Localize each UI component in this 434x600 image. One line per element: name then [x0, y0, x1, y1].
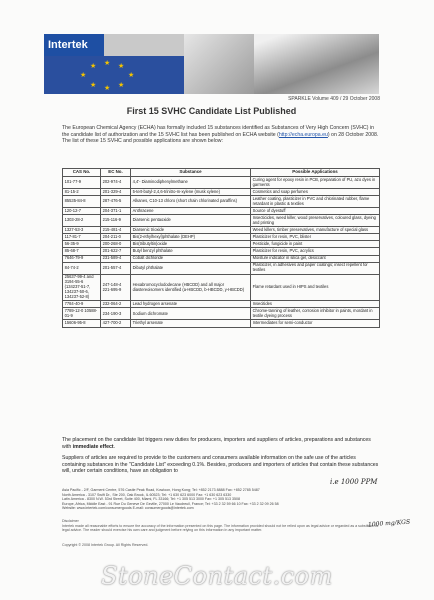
table-cell: Source of dyestuff — [251, 208, 380, 215]
table-cell: Plasticizer for resin, PVC, blister — [251, 234, 380, 241]
table-row — [63, 301, 380, 308]
table-cell: Hexabromocyclododecane (HBCDD) and all major diastereoisomers identified (a-HBCDD, b-HBCDD, y-HBCDD) — [131, 274, 251, 301]
table-cell: 7784-40-9 — [63, 301, 101, 308]
table-cell: 7789-12-0 10588-01-9 — [63, 308, 101, 320]
table-cell: 1303-28-2 — [63, 215, 101, 227]
table-row — [63, 189, 380, 196]
header-photo-1 — [184, 34, 254, 94]
duties-text: The placement on the candidate list triggers new duties for producers, importers and suppliers of articles, preparations and substances with — [62, 437, 371, 450]
intertek-logo: Intertek — [44, 34, 104, 56]
duties-paragraph — [62, 437, 380, 450]
office-line: Europe, Africa, Middle East - 91 Rue Du Geneve De Geville, 27000 Le Vaudreuil, France; Tel: +33 2 32 59 66 10 Fax: +33 2 32 09 26 58 — [62, 501, 279, 506]
copyright: Copyright © 2008 Intertek Group. All Rights Reserved. — [62, 543, 149, 547]
table-cell: Flame retardant used in HIPS and textiles — [251, 274, 380, 301]
table-cell: Alkanes, C10-13 chloro (short chain chlorinated paraffins) — [131, 196, 251, 208]
table-cell: 81-15-2 — [63, 189, 101, 196]
table-cell: Curing agent for epoxy resin in PCB, preparation of PU, azo dyes in garments — [251, 177, 380, 189]
column-header: Possible Applications — [251, 169, 380, 177]
table-cell: Leather coating, plasticizer in PVC and chlorinated rubber, flame retardant in plastic & textiles — [251, 196, 380, 208]
table-cell: 200-268-0 — [101, 241, 131, 248]
table-cell: 85-68-7 — [63, 248, 101, 255]
svhc-table — [62, 168, 380, 328]
table-cell: 427-700-2 — [101, 320, 131, 327]
table-cell: 201-557-4 — [101, 262, 131, 274]
table-cell: 231-589-4 — [101, 255, 131, 262]
column-header: CAS No. — [63, 169, 101, 177]
header-photo-2 — [254, 34, 379, 94]
disclaimer — [62, 519, 380, 533]
table-row — [63, 274, 380, 301]
intro-text: The European Chemical Agency (ECHA) has formally included 15 substances identified as Substances of Very High Concern (SVHC) in the candidate list of authorization and the 15 SVHC list has been published on ECHA website ( — [62, 125, 374, 138]
table-cell: 287-476-5 — [101, 196, 131, 208]
table-cell: Dibutyl phthalate — [131, 262, 251, 274]
table-cell: 4,4'- Diaminodiphenylmethane — [131, 177, 251, 189]
table-cell: Butyl benzyl phthalate — [131, 248, 251, 255]
table-cell: 84-74-2 — [63, 262, 101, 274]
column-header: Substance — [131, 169, 251, 177]
handwritten-note-mg: 1000 mg/KGS — [367, 518, 411, 529]
table-cell: 247-148-4 221-695-9 — [101, 274, 131, 301]
header-banner — [44, 34, 379, 94]
table-row — [63, 215, 380, 227]
table-row — [63, 196, 380, 208]
table-cell: Diarsenic pentaoxide — [131, 215, 251, 227]
disclaimer-text: Intertek made all reasonable efforts to ensure the accuracy of the information presented on this page. The information provided should not be relied upon as legal advice or regarded as a substitute for legal advice. The reader should exercise his own care and judgment before relying on this information in any important matter. — [62, 523, 379, 532]
table-cell: 201-622-7 — [101, 248, 131, 255]
table-row — [63, 262, 380, 274]
duties-emphasis: immediate effect — [72, 443, 114, 450]
table-cell: Plasticizer for resin, PVC, acrylics — [251, 248, 380, 255]
table-cell: 7646-79-9 — [63, 255, 101, 262]
table-cell: 101-77-9 — [63, 177, 101, 189]
table-cell: Plasticizer, in adhesives and paper coatings; insect repellent for textiles — [251, 262, 380, 274]
table-cell: 5-tert-butyl-2,4,6-trinitro-m-xylene (musk xylene) — [131, 189, 251, 196]
table-cell: 85535-84-8 — [63, 196, 101, 208]
table-cell: Triethyl arsenate — [131, 320, 251, 327]
table-cell: Cobalt dichloride — [131, 255, 251, 262]
table-cell: Intermediates for semi-conductor — [251, 320, 380, 327]
table-cell: 202-974-4 — [101, 177, 131, 189]
table-cell: Insecitides — [251, 301, 380, 308]
table-cell: 1327-53-3 — [63, 227, 101, 234]
duties-end: . — [113, 443, 116, 450]
table-row — [63, 241, 380, 248]
echa-link[interactable]: http://echa.europa.eu — [278, 131, 328, 138]
table-cell: 25637-99-4 and 3194-55-6 (134237-51-7, 134237-50-6, 134237-52-8) — [63, 274, 101, 301]
table-cell: Insecticides, weed killer, wood preservatives, coloured glass, dyeing and printing — [251, 215, 380, 227]
office-line: Asia Pacific - 2/F, Garment Centre, 576 Castle Peak Road, Kowloon, Hong Kong; Tel: +852 2173 8888 Fax: +852 2785 5487 — [62, 488, 260, 492]
table-cell: Cosmetics and soap perfumes — [251, 189, 380, 196]
table-cell: Diarsenic trioxide — [131, 227, 251, 234]
disclaimer-heading: Disclaimer — [62, 519, 79, 523]
table-cell: 15606-95-8 — [63, 320, 101, 327]
issue-label: SPARKLE Volume 409 / 29 October 2008 — [288, 96, 380, 102]
table-cell: 117-81-7 — [63, 234, 101, 241]
table-header-row — [63, 169, 380, 177]
watermark: StoneContact.com — [101, 562, 333, 590]
table-row — [63, 308, 380, 320]
table-cell: 204-211-0 — [101, 234, 131, 241]
suppliers-paragraph: Suppliers of articles are required to provide to the customers and consumers available information on the safe use of the articles containing substances in the "Candidate List" exceeding 0.1%. Besides, producers and importers of articles that contain these substances will, under certain conditions, have an obligation to — [62, 455, 379, 475]
table-cell: Pesticide, fungicide in paint — [251, 241, 380, 248]
table-cell: Bis(2-ethylhexyl)phthalate (DEHP) — [131, 234, 251, 241]
page-title: First 15 SVHC Candidate List Published — [126, 106, 297, 116]
table-row — [63, 248, 380, 255]
office-line: Latin America - 8300 N.W. 53rd Street, Suite 400, Miami, FL 33166; Tel: +1 305 513 3000 Fax: +1 305 513 3508 — [62, 497, 241, 502]
table-cell: Weed killers, timber preservatives, manufacture of special glass — [251, 227, 380, 234]
table-cell: 232-064-2 — [101, 301, 131, 308]
table-cell: Bis(tributyltin)oxide — [131, 241, 251, 248]
table-cell: Anthracene — [131, 208, 251, 215]
office-addresses — [62, 488, 362, 511]
table-row — [63, 320, 380, 327]
table-body — [63, 177, 380, 328]
table-cell: 120-12-7 — [63, 208, 101, 215]
table-row — [63, 208, 380, 215]
office-line: North America - 3107 Swift Dr., Ste 200, Oak Brook, IL 60523; Tel: +1 630 623 6000 Fax: +1 630 623 6330 — [62, 492, 232, 497]
table-cell: 204-371-1 — [101, 208, 131, 215]
table-cell: Moisture indicator in silica gel, desiccant — [251, 255, 380, 262]
table-cell: Lead hydrogen arsenate — [131, 301, 251, 308]
table-cell: 56-35-9 — [63, 241, 101, 248]
intro-paragraph — [62, 125, 380, 145]
column-header: EC No. — [101, 169, 131, 177]
intro-text-end: ) on 28 October 2008. The list of these 15 SVHC and possible applications are shown below: — [62, 131, 379, 145]
table-row — [63, 177, 380, 189]
table-cell: Chrome-tanning of leather, corrosion inhibitor in paints, mordant in textile dyeing process — [251, 308, 380, 320]
table-cell: Sodium dichromate — [131, 308, 251, 320]
table-cell: 215-481-4 — [101, 227, 131, 234]
table-row — [63, 227, 380, 234]
table-cell: 201-329-4 — [101, 189, 131, 196]
table-cell: 215-116-9 — [101, 215, 131, 227]
table-cell: 234-190-3 — [101, 308, 131, 320]
table-row — [63, 255, 380, 262]
table-row — [63, 234, 380, 241]
office-line: Website: www.intertek.com/consumergoods E-mail: consumergoods@intertek.com — [62, 506, 194, 511]
handwritten-note-ppm: i.e 1000 PPM — [330, 478, 378, 486]
eu-flag-image: ★ ★ ★ ★ ★ ★ ★ ★ — [44, 56, 184, 94]
